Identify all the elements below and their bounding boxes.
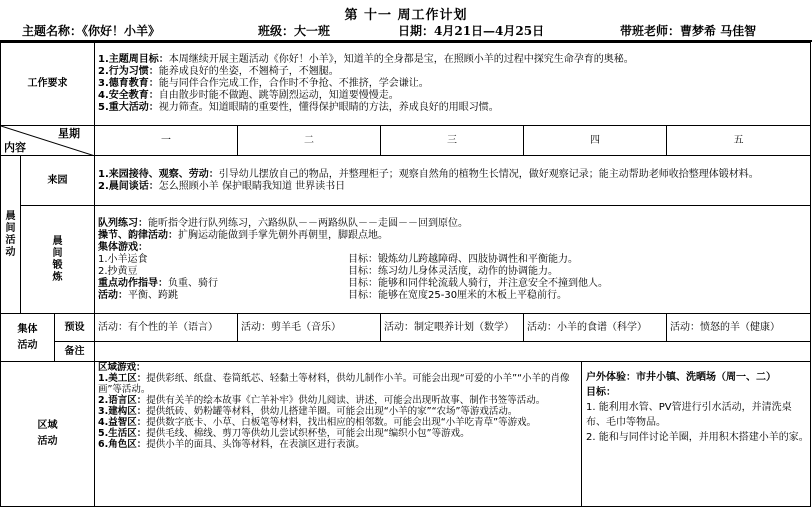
week-label: 星期 — [58, 127, 80, 140]
day-thursday: 四 — [524, 126, 667, 156]
area-label: 区域活动 — [1, 362, 95, 507]
work-req-label: 工作要求 — [1, 43, 95, 126]
outdoor-experience: 户外体验：市井小镇、洗晒场（周一、二） 目标： 1. 能利用水管、PV管进行引水活动，并清洗桌布、毛巾等物品。 2. 能和与同伴讨论羊圈，并用积木搭建小羊的家。 — [581, 362, 810, 506]
exercise-content: 队列练习：能听指令进行队列练习，六路纵队－－两路纵队－－走圆－－回到原位。 操节、韵律活动：扩胸运动能做到手掌先朝外再朝里，脚跟点地。 集体游戏： 1.小羊运食 目标：锻炼幼儿跨越障碍、四肢协调性和平衡能力。 2.抄黄豆 目标：练习幼儿身体灵活度，动作的协调能力。 重点动作指导：负重、骑行 目标：能够和同伴轮流载人骑行，并注意安全不撞到他人。 活动：平衡、跨跳 目标：能够在宽度25-30厘米的木板上平稳前行。 — [95, 206, 811, 314]
day-tuesday: 二 — [238, 126, 381, 156]
class-name: 班级：大一班 — [258, 24, 331, 38]
group-activity-tue: 活动：剪羊毛（音乐） — [238, 314, 381, 342]
note-label: 备注 — [55, 342, 95, 362]
group-activity-thu: 活动：小羊的食谱（科学） — [524, 314, 667, 342]
work-req-item: 4.安全教育：自由散步时能不做跑、跳等剧烈运动，知道要慢慢走。 — [98, 90, 399, 101]
day-wednesday: 三 — [381, 126, 524, 156]
content-label: 内容 — [4, 141, 26, 154]
morning-label: 晨间活动 — [1, 156, 21, 314]
theme-name: 主题名称：《你好！小羊》 — [22, 24, 161, 38]
group-activity-mon: 活动：有个性的羊（语言） — [95, 314, 238, 342]
arrival-label: 来园 — [21, 156, 95, 206]
group-label: 集体活动 — [1, 314, 55, 362]
teachers: 带班老师：曹梦希 马佳智 — [620, 24, 757, 38]
arrival-content: 1.来园接待、观察、劳动：引导幼儿摆放自己的物品，并整理柜子；观察自然角的植物生长情况，做好观察记录；能主动帮助老师收拾整理体锻材料。 2.晨间谈话：怎么照顾小羊 保护眼睛我知道 世界读书日 — [95, 156, 811, 206]
group-activity-wed: 活动：制定喂养计划（数学） — [381, 314, 524, 342]
exercise-label: 晨间锻炼 — [21, 206, 95, 314]
area-games: 区域游戏： 1.美工区：提供彩纸、纸盘、卷筒纸芯、轻黏土等材料，供幼儿制作小羊。可能会出现“可爱的小羊”“小羊的肖像画”等活动。 2.语言区：提供有关羊的绘本故事《亡羊补牢》供幼儿阅读、讲述，可能会出现听故事、制作书签等活动。 3.建构区：提供纸砖、奶粉罐等材料，供幼儿搭建羊圈。可能会出现“小羊的家”“农场”等游戏活动。 4.益智区：提供数字底卡、小草、白板笔等材料，找出相应的相邻数。可能会出现“小羊吃青草”等游戏。 5.生活区：提供毛线、棉线、剪刀等供幼儿尝试织杯垫，可能会出现“编织小包”等游戏。 6.角色区：提供小羊的面具、头饰等材料，在表演区进行表演。 — [98, 362, 570, 450]
work-req-item: 5.重大活动：视力筛查。知道眼睛的重要性，懂得保护眼睛的方法，养成良好的用眼习惯。 — [98, 102, 499, 113]
plan-table — [0, 42, 811, 507]
work-req-item: 3.德育教育：能与同伴合作完成工作，合作时不争抢、不推挤，学会谦让。 — [98, 78, 429, 89]
day-friday: 五 — [667, 126, 811, 156]
work-req-item: 2.行为习惯：能养成良好的坐姿，不翘椅子，不翘腿。 — [98, 66, 339, 77]
work-req-item: 1.主题周目标：本周继续开展主题活动《你好！小羊》，知道羊的全身都是宝，在照顾小羊的过程中探究生命孕育的奥秘。 — [98, 54, 634, 65]
note-content — [95, 342, 811, 362]
area-content — [95, 362, 811, 507]
day-monday: 一 — [95, 126, 238, 156]
preset-label: 预设 — [55, 314, 95, 342]
work-req-content — [95, 43, 811, 126]
group-activity-fri: 活动：愤怒的羊（健康） — [667, 314, 811, 342]
date-range: 日期：4月21日—4月25日 — [398, 24, 545, 38]
page-title: 第 十一 周工作计划 — [344, 8, 468, 23]
week-content-header — [1, 126, 95, 156]
